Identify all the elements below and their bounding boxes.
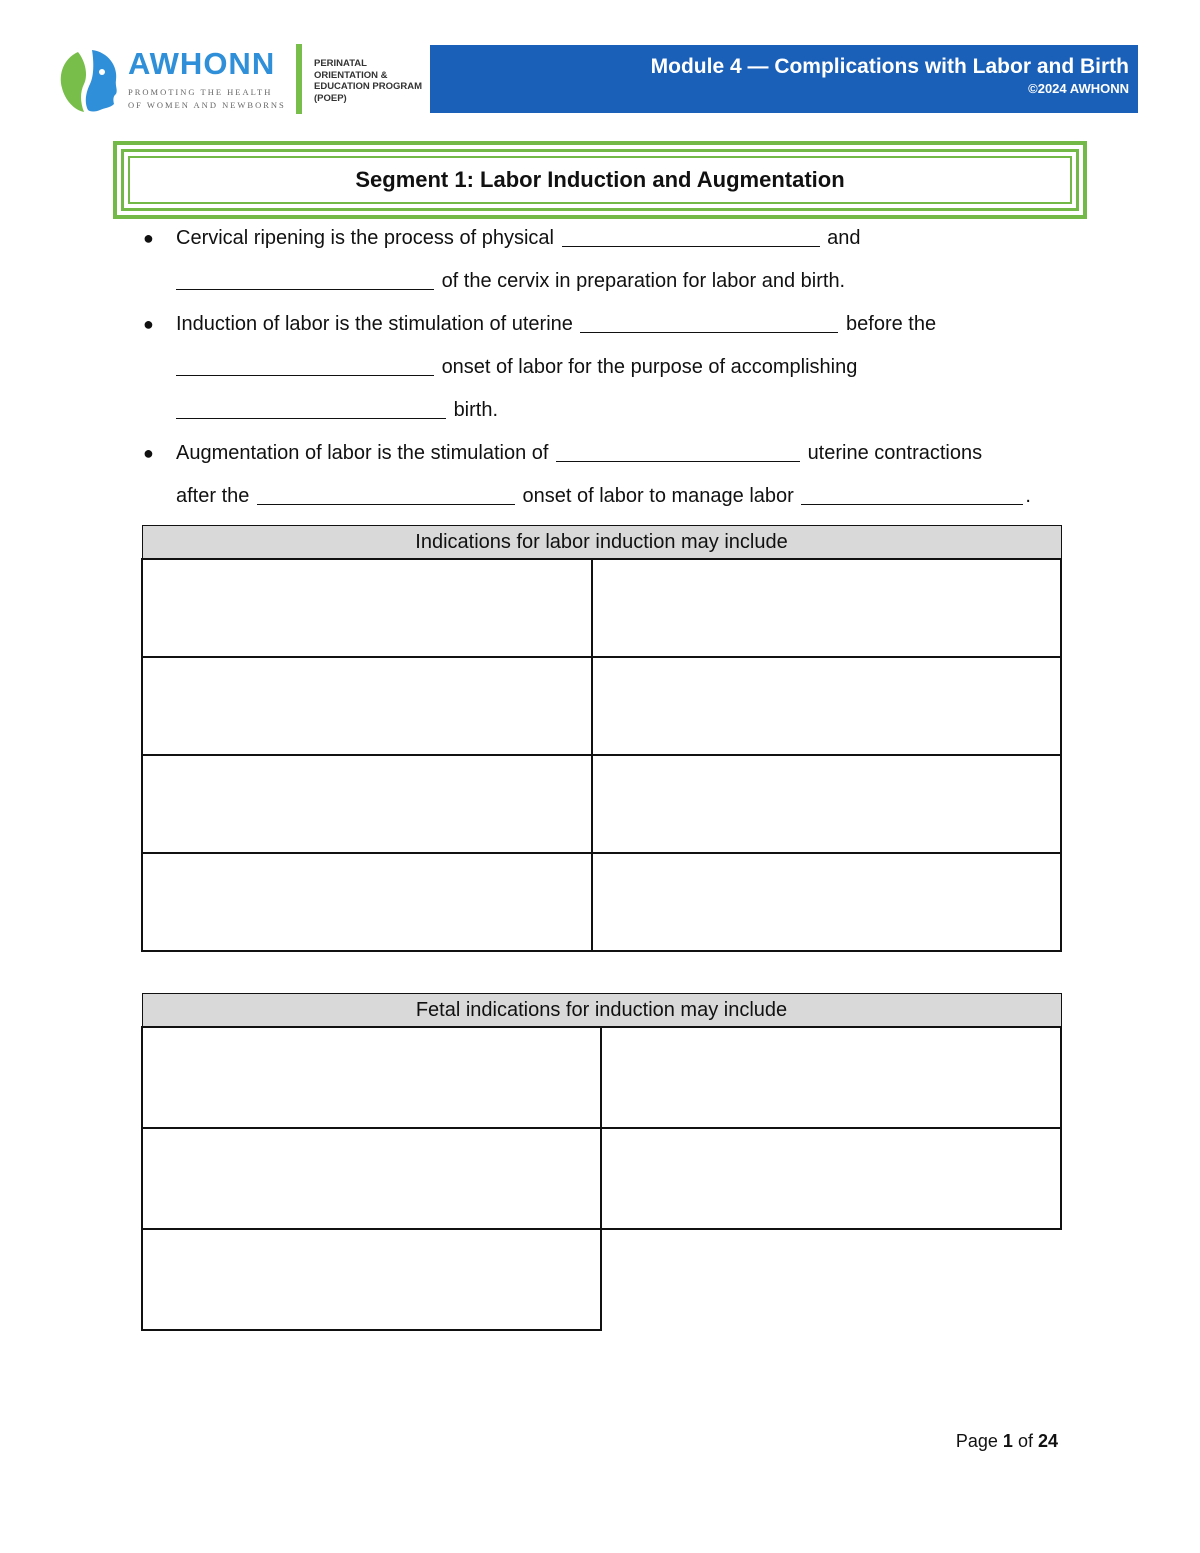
table-row bbox=[142, 755, 1061, 853]
module-banner bbox=[430, 45, 1138, 113]
brand-tagline: PROMOTING THE HEALTH OF WOMEN AND NEWBORNS bbox=[128, 87, 286, 110]
bullet-dot-icon: ● bbox=[143, 228, 154, 248]
bullet-line: after the onset of labor to manage labor . bbox=[176, 485, 1031, 507]
bullet-dot-icon: ● bbox=[143, 443, 154, 463]
bullet-augmentation-of-labor bbox=[140, 432, 1070, 518]
program-name: PERINATAL ORIENTATION & EDUCATION PROGRAM (POEP) bbox=[314, 58, 423, 104]
module-copyright: ©2024 AWHONN bbox=[1028, 81, 1129, 96]
fill-in-bullet-list bbox=[140, 217, 1070, 518]
answer-cell[interactable] bbox=[592, 755, 1061, 853]
awhonn-logo bbox=[58, 44, 423, 116]
page-number-footer: Page 1 of 24 bbox=[955, 1431, 1058, 1451]
answer-cell[interactable] bbox=[142, 1229, 601, 1330]
answer-cell[interactable] bbox=[142, 853, 592, 951]
bullet-cervical-ripening bbox=[140, 217, 1070, 303]
fill-in-blank[interactable] bbox=[580, 312, 838, 333]
induction-indications-header: Indications for labor induction may include bbox=[142, 526, 1061, 560]
answer-cell[interactable] bbox=[142, 755, 592, 853]
table-row bbox=[142, 1027, 1061, 1128]
fetal-indications-table bbox=[141, 993, 1062, 1331]
answer-cell[interactable] bbox=[592, 853, 1061, 951]
fill-in-blank[interactable] bbox=[257, 484, 515, 505]
fill-in-blank[interactable] bbox=[556, 441, 800, 462]
fill-in-blank[interactable] bbox=[562, 226, 820, 247]
empty-cell bbox=[601, 1229, 1061, 1330]
table-row bbox=[142, 559, 1061, 657]
induction-indications-table bbox=[141, 525, 1062, 952]
brand-name: AWHONN bbox=[128, 46, 276, 81]
fill-in-blank[interactable] bbox=[176, 398, 446, 419]
answer-cell[interactable] bbox=[142, 1128, 601, 1229]
segment-title-box bbox=[113, 141, 1087, 219]
table-row bbox=[142, 1128, 1061, 1229]
bullet-line: of the cervix in preparation for labor and birth. bbox=[176, 260, 1070, 303]
bullet-line: Induction of labor is the stimulation of uterine before the bbox=[176, 313, 937, 335]
answer-cell[interactable] bbox=[142, 559, 592, 657]
total-pages: 24 bbox=[1037, 1431, 1058, 1451]
bullet-dot-icon: ● bbox=[143, 314, 154, 334]
brand-divider bbox=[296, 44, 302, 114]
bullet-induction-of-labor bbox=[140, 303, 1070, 432]
segment-title: Segment 1: Labor Induction and Augmentation bbox=[355, 167, 845, 192]
awhonn-profile-logo-icon bbox=[58, 48, 120, 114]
table-row bbox=[142, 853, 1061, 951]
bullet-line: birth. bbox=[176, 389, 1070, 432]
answer-cell[interactable] bbox=[592, 657, 1061, 755]
bullet-line: Augmentation of labor is the stimulation of uterine contractions bbox=[176, 442, 983, 464]
bullet-line: onset of labor for the purpose of accomplishing bbox=[176, 346, 1070, 389]
fill-in-blank[interactable] bbox=[176, 355, 434, 376]
answer-cell[interactable] bbox=[601, 1128, 1061, 1229]
table-row bbox=[142, 657, 1061, 755]
answer-cell[interactable] bbox=[142, 1027, 601, 1128]
module-title: Module 4 — Complications with Labor and Birth bbox=[650, 55, 1129, 78]
fill-in-blank[interactable] bbox=[801, 484, 1023, 505]
fill-in-blank[interactable] bbox=[176, 269, 434, 290]
bullet-line: Cervical ripening is the process of physical and bbox=[176, 227, 861, 249]
answer-cell[interactable] bbox=[592, 559, 1061, 657]
answer-cell[interactable] bbox=[601, 1027, 1061, 1128]
current-page-number: 1 bbox=[1002, 1431, 1013, 1451]
table-row bbox=[142, 1229, 1061, 1330]
fetal-indications-header: Fetal indications for induction may include bbox=[142, 994, 1061, 1028]
answer-cell[interactable] bbox=[142, 657, 592, 755]
